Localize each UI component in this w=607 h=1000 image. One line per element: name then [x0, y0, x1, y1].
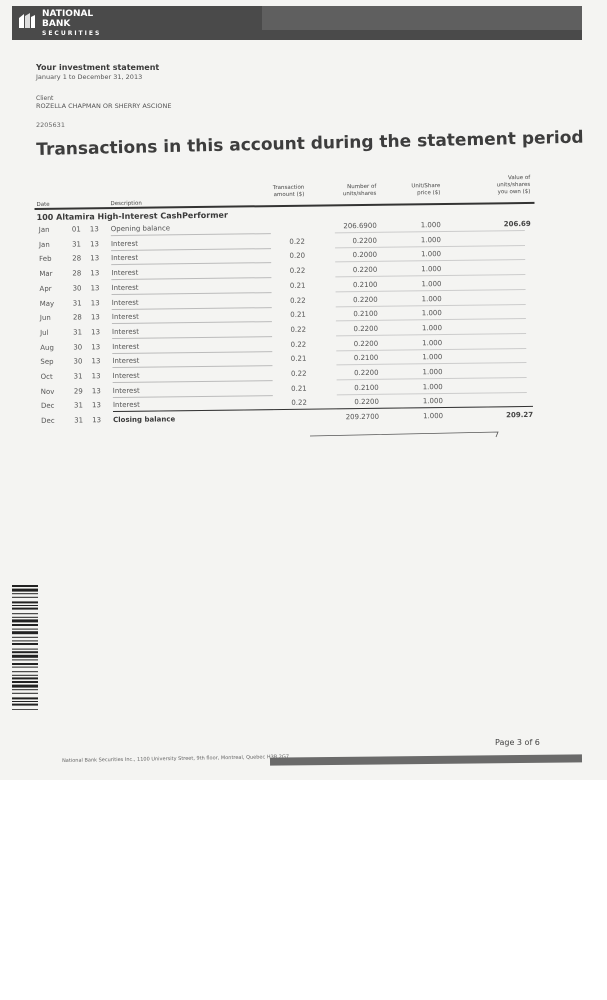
price-cell: 1.000 [421, 250, 442, 259]
date-month: Oct [40, 372, 53, 381]
value-cell: 206.69 [503, 219, 531, 229]
value-cell [487, 396, 533, 397]
row-rule [112, 336, 272, 339]
row-rule [111, 277, 271, 280]
transactions-table [34, 160, 534, 426]
row-rule [337, 392, 527, 395]
date-year: 13 [91, 401, 101, 410]
date-day: 31 [71, 240, 82, 249]
date-day: 30 [73, 357, 83, 366]
price-cell: 1.000 [422, 368, 443, 377]
page-title: Transactions in this account during the statement period [36, 127, 584, 160]
description-cell: Opening balance [110, 224, 171, 234]
units-cell: 206.6900 [343, 221, 377, 231]
value-cell [485, 235, 531, 236]
date-day: 29 [73, 387, 83, 396]
row-rule [336, 333, 526, 336]
row-rule [336, 348, 526, 351]
row-rule [337, 377, 527, 380]
row-rule [111, 233, 271, 236]
row-rule [112, 307, 272, 310]
date-year: 13 [91, 328, 101, 337]
date-year: 13 [90, 284, 100, 293]
units-cell: 0.2200 [352, 236, 377, 245]
row-rule [335, 245, 525, 248]
amount-cell: 0.22 [290, 325, 307, 334]
footer-bar [270, 754, 582, 765]
date-year: 13 [91, 357, 101, 366]
value-cell: 209.27 [506, 411, 534, 420]
row-rule [335, 274, 525, 277]
price-cell: 1.000 [421, 279, 442, 289]
date-year: 13 [89, 239, 100, 249]
date-day: 30 [73, 343, 83, 352]
units-cell: 0.2200 [354, 398, 379, 407]
value-cell [486, 293, 532, 294]
header-price: Unit/Share price ($) [411, 183, 441, 197]
date-month: Mar [39, 269, 53, 279]
amount-cell: 0.22 [290, 296, 306, 305]
value-cell [486, 367, 532, 368]
price-cell: 1.000 [421, 309, 442, 318]
price-cell: 1.000 [421, 294, 442, 303]
price-cell: 1.000 [421, 265, 442, 274]
header-units: Number of units/shares [342, 183, 377, 198]
amount-cell: 0.21 [290, 354, 307, 364]
amount-cell: 0.22 [289, 266, 306, 275]
date-day: 31 [72, 298, 82, 308]
row-rule [113, 395, 273, 398]
page-number: Page 3 of 6 [495, 738, 540, 747]
brand-line2: BANK [42, 19, 71, 29]
row-rule [113, 380, 273, 383]
value-cell [486, 338, 532, 339]
description-cell: Interest [111, 283, 139, 292]
date-month: Jul [39, 328, 49, 337]
date-day: 31 [73, 401, 83, 410]
price-cell: 1.000 [420, 235, 441, 244]
price-cell: 1.000 [420, 221, 441, 230]
description-cell: Interest [111, 298, 139, 307]
date-day: 28 [72, 269, 82, 278]
fund-section-title: 100 Altamira High-Interest CashPerformer [36, 210, 228, 222]
statement-title: Your investment statement [36, 63, 160, 72]
row-rule [336, 304, 526, 307]
value-cell [485, 279, 531, 280]
units-cell: 0.2200 [354, 368, 379, 378]
date-month: Apr [39, 284, 52, 293]
row-rule [111, 263, 271, 266]
date-day: 31 [74, 416, 84, 425]
brand-sub: SECURITIES [42, 30, 102, 37]
units-cell: 0.2100 [353, 309, 378, 319]
date-month: Jan [38, 240, 50, 249]
date-month: Jan [38, 225, 50, 234]
bank-logo-icon [18, 12, 36, 30]
description-cell: Interest [111, 268, 139, 278]
row-rule [335, 259, 525, 262]
date-year: 13 [92, 416, 102, 425]
units-cell: 0.2200 [352, 265, 378, 275]
statement-period: January 1 to December 31, 2013 [36, 73, 143, 81]
description-cell: Interest [110, 239, 138, 248]
header-description: Description [110, 200, 142, 208]
value-cell [485, 264, 531, 265]
date-day: 30 [72, 284, 82, 293]
value-cell [486, 323, 532, 324]
date-day: 28 [72, 313, 82, 322]
brand-name [42, 9, 93, 29]
price-cell: 1.000 [422, 338, 443, 347]
value-cell [486, 308, 532, 309]
barcode-image [12, 585, 38, 710]
amount-cell: 0.22 [291, 399, 307, 408]
date-month: Feb [39, 255, 52, 264]
date-month: Sep [40, 358, 54, 367]
date-day: 31 [73, 372, 83, 381]
header-banner [12, 6, 582, 40]
row-rule [336, 289, 526, 292]
units-cell: 0.2100 [352, 280, 378, 289]
date-year: 13 [90, 269, 100, 278]
row-rule [335, 230, 525, 233]
value-cell [485, 249, 531, 250]
row-rule [336, 318, 526, 321]
description-cell: Interest [111, 312, 139, 322]
amount-cell: 0.20 [289, 252, 306, 261]
description-cell: Interest [112, 357, 140, 366]
amount-cell: 0.22 [289, 237, 305, 246]
value-cell [486, 352, 532, 353]
row-rule [111, 248, 271, 251]
date-month: Dec [40, 402, 55, 411]
date-day: 01 [71, 225, 81, 234]
brand-line1: NATIONAL [42, 9, 94, 19]
header-banner-bar [262, 6, 582, 30]
description-cell: Interest [112, 386, 140, 395]
date-month: Nov [40, 387, 55, 396]
header-amount: Transaction amount ($) [272, 184, 305, 199]
description-cell: Interest [111, 254, 139, 263]
units-cell: 209.2700 [345, 412, 380, 422]
units-cell: 0.2200 [353, 339, 379, 348]
date-month: May [39, 299, 55, 308]
value-cell [487, 382, 533, 383]
price-cell: 1.000 [422, 353, 443, 362]
row-rule [336, 362, 526, 365]
date-month: Aug [40, 343, 54, 352]
client-label: Client [36, 95, 54, 102]
date-year: 13 [90, 254, 100, 263]
account-number: 2205631 [36, 121, 65, 129]
description-cell: Interest [112, 342, 140, 351]
description-cell: Interest [112, 371, 140, 381]
amount-cell: 0.21 [291, 384, 307, 393]
date-day: 31 [73, 328, 83, 337]
handwritten-underline [310, 429, 500, 439]
date-month: Jun [39, 313, 51, 323]
footer-address: National Bank Securities Inc., 1100 University Street, 9th floor, Montreal, Quebec H3B 2G7 [62, 754, 290, 764]
units-cell: 0.2200 [353, 324, 379, 333]
client-name: ROZELLA CHAPMAN OR SHERRY ASCIONE [36, 102, 172, 110]
description-cell: Closing balance [113, 415, 176, 425]
units-cell: 0.2200 [353, 295, 378, 304]
description-cell: Interest [111, 327, 140, 336]
date-year: 13 [91, 386, 101, 395]
date-year: 13 [91, 372, 101, 381]
header-value: Value of units/shares you own ($) [496, 174, 531, 196]
price-cell: 1.000 [422, 412, 444, 421]
date-day: 28 [72, 254, 82, 263]
date-year: 13 [89, 225, 99, 234]
amount-cell: 0.22 [290, 369, 307, 378]
description-cell: Interest [112, 401, 140, 410]
units-cell: 0.2100 [353, 354, 379, 363]
row-rule [112, 351, 272, 354]
row-rule [112, 321, 272, 324]
date-year: 13 [90, 313, 100, 322]
date-year: 13 [90, 298, 100, 307]
amount-cell: 0.22 [290, 340, 307, 349]
row-rule [112, 292, 272, 295]
price-cell: 1.000 [421, 323, 443, 333]
date-month: Dec [41, 416, 55, 426]
row-rule [112, 365, 272, 368]
header-date: Date [36, 201, 50, 208]
price-cell: 1.000 [422, 382, 443, 391]
units-cell: 0.2100 [354, 383, 379, 392]
amount-cell: 0.21 [289, 281, 306, 290]
amount-cell: 0.21 [290, 310, 306, 320]
date-year: 13 [91, 342, 101, 351]
units-cell: 0.2000 [352, 251, 378, 260]
price-cell: 1.000 [422, 397, 443, 406]
